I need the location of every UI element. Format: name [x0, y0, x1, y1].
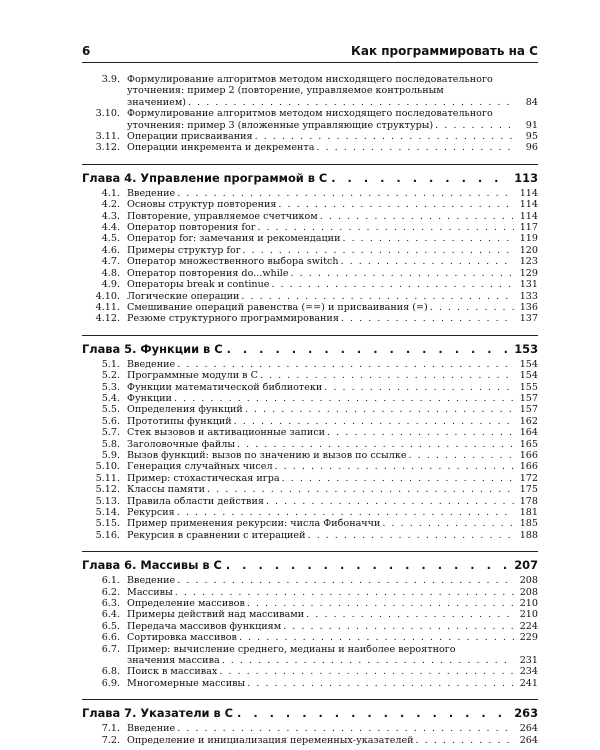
- section-title: [127, 188, 516, 199]
- section-number: 6.9.: [101, 677, 120, 689]
- section-title: [127, 245, 516, 256]
- toc-entry: [82, 484, 538, 495]
- dot-leader: [282, 473, 514, 484]
- section-title: [127, 108, 516, 131]
- section-number: 6.2.: [101, 586, 120, 598]
- section-title: [127, 632, 516, 643]
- toc-entry: [82, 256, 538, 267]
- dot-leader: [257, 222, 514, 233]
- chapter-heading: [82, 699, 538, 720]
- section-title: [127, 359, 516, 370]
- section-title: [127, 735, 516, 746]
- toc-entry: [82, 473, 538, 484]
- section-number: 5.9.: [101, 449, 120, 461]
- page-ref: 164: [519, 427, 538, 439]
- title-text: Примеры структур for: [127, 244, 241, 256]
- toc-entry: [82, 382, 538, 393]
- dot-leader: [320, 211, 514, 222]
- section-number: 5.15.: [95, 518, 120, 530]
- toc-entry: [82, 439, 538, 450]
- title-text: Программные модули в C: [127, 370, 258, 382]
- page-ref: 166: [519, 449, 538, 461]
- section-number: 4.5.: [101, 233, 120, 245]
- toc-entry: [82, 530, 538, 541]
- title-text: Операции присваивания: [127, 131, 253, 143]
- dot-leader: [247, 678, 514, 689]
- section-number: 4.12.: [95, 313, 120, 325]
- section-number: 5.13.: [95, 495, 120, 507]
- section-number: 3.11.: [95, 131, 120, 143]
- title-text: Введение: [127, 187, 176, 199]
- page-ref: 133: [519, 290, 538, 302]
- title-text: Функции математической библиотеки: [127, 381, 323, 393]
- title-text: Оператор повторения for: [127, 222, 256, 234]
- toc-entry: [82, 609, 538, 620]
- section-number: 4.1.: [101, 187, 120, 199]
- dot-leader: [255, 131, 514, 142]
- section-number: 5.1.: [101, 358, 120, 370]
- page-ref: 208: [519, 586, 538, 598]
- section-number: 5.12.: [95, 484, 120, 496]
- title-text: Прототипы функций: [127, 415, 232, 427]
- title-text: Стек вызовов и активационные записи: [127, 427, 326, 439]
- section-title: [127, 723, 516, 734]
- section-title: [127, 142, 516, 153]
- toc-entry: [82, 416, 538, 427]
- dot-leader: [177, 723, 514, 734]
- title-text: Повторение, управляемое счетчиком: [127, 210, 318, 222]
- dot-leader: [278, 199, 514, 210]
- title-text: Определение и инициализация переменных-указателей: [127, 734, 414, 746]
- section-number: 6.6.: [101, 632, 120, 644]
- section-title: [127, 518, 516, 529]
- page-ref: 131: [519, 279, 538, 291]
- title-text: Примеры действий над массивами: [127, 609, 305, 621]
- page-ref: 264: [519, 734, 538, 746]
- chapter-title: Глава 4. Управление программой в C: [82, 170, 328, 185]
- title-text: Пример применения рекурсии: числа Фибоначчи: [127, 518, 381, 530]
- section-title: [127, 644, 516, 667]
- title-text: Классы памяти: [127, 484, 206, 496]
- page-ref: 129: [519, 267, 538, 279]
- title-text: Определение массивов: [127, 598, 245, 610]
- toc-entry: [82, 723, 538, 734]
- toc-entry: [82, 450, 538, 461]
- title-text: Правила области действия: [127, 495, 264, 507]
- toc-entry: [82, 678, 538, 689]
- toc-entry: [82, 199, 538, 210]
- section-title: [127, 530, 516, 541]
- title-text: Функции: [127, 392, 172, 404]
- dot-leader: [341, 256, 515, 267]
- page-ref: 231: [519, 655, 538, 667]
- title-text: Оператор for: замечания и рекомендации: [127, 233, 341, 245]
- page-ref: 117: [519, 222, 538, 234]
- section-title: [127, 131, 516, 142]
- title-text: Массивы: [127, 586, 173, 598]
- page-ref: 119: [519, 233, 538, 245]
- dot-leader: [342, 233, 514, 244]
- toc-entry: [82, 313, 538, 324]
- section-number: 4.11.: [95, 301, 120, 313]
- page-ref: 123: [519, 256, 538, 268]
- dot-leader: [207, 484, 514, 495]
- toc-entry: [82, 108, 538, 131]
- section-number: 3.10.: [95, 108, 120, 120]
- chapter-page: 207: [514, 558, 538, 573]
- section-number: 6.3.: [101, 598, 120, 610]
- title-text: Оператор множественного выбора switch: [127, 256, 339, 268]
- toc-entry: [82, 427, 538, 438]
- section-title: [127, 279, 516, 290]
- page-ref: 91: [525, 119, 538, 131]
- chapter-title: Глава 5. Функции в C: [82, 341, 223, 356]
- dot-leader: [177, 188, 514, 199]
- title-text: Рекурсия в сравнении с итерацией: [127, 529, 306, 541]
- section-title: [127, 484, 516, 495]
- title-text: Основы структур повторения: [127, 199, 277, 211]
- section-title: [127, 473, 516, 484]
- toc-entry: [82, 245, 538, 256]
- page-ref: 210: [519, 598, 538, 610]
- page-ref: 264: [519, 723, 538, 735]
- page-ref: 166: [519, 461, 538, 473]
- section-number: 5.8.: [101, 438, 120, 450]
- section-number: 6.8.: [101, 666, 120, 678]
- dot-leader: [241, 291, 514, 302]
- chapter-heading: [82, 551, 538, 572]
- title-text: Генерация случайных чисел: [127, 461, 273, 473]
- dot-leader: [237, 706, 510, 720]
- section-number: 5.7.: [101, 427, 120, 439]
- page-ref: 114: [519, 187, 538, 199]
- section-title: [127, 211, 516, 222]
- page-ref: 120: [519, 244, 538, 256]
- section-title: [127, 382, 516, 393]
- section-title: [127, 199, 516, 210]
- dot-leader: [177, 359, 514, 370]
- toc-entry: [82, 632, 538, 643]
- section-title: [127, 393, 516, 404]
- section-title: [127, 427, 516, 438]
- section-title: [127, 233, 516, 244]
- page-ref: 178: [519, 495, 538, 507]
- title-text: Введение: [127, 723, 176, 735]
- dot-leader: [234, 416, 514, 427]
- title-text: Заголовочные файлы: [127, 438, 235, 450]
- page-ref: 157: [519, 392, 538, 404]
- section-number: 4.4.: [101, 222, 120, 234]
- page-header: [82, 40, 538, 63]
- page-ref: 234: [519, 666, 538, 678]
- page-ref: 208: [519, 575, 538, 587]
- title-text: значением): [127, 96, 187, 108]
- title-line: Формулирование алгоритмов методом нисходящего последовательного: [127, 74, 493, 85]
- toc-entry: [82, 644, 538, 667]
- dot-leader: [247, 598, 514, 609]
- dot-leader: [260, 370, 514, 381]
- dot-leader: [316, 142, 514, 153]
- title-text: Введение: [127, 575, 176, 587]
- title-line: Пример: вычисление среднего, медианы и наиболее вероятного: [127, 643, 456, 655]
- dot-leader: [239, 632, 514, 643]
- toc-entry: [82, 211, 538, 222]
- section-number: 6.4.: [101, 609, 120, 621]
- dot-leader: [222, 655, 514, 666]
- toc-entry: [82, 268, 538, 279]
- page-ref: 95: [525, 131, 538, 143]
- page-ref: 210: [519, 609, 538, 621]
- title-text: Поиск в массивах: [127, 666, 218, 678]
- dot-leader: [327, 427, 514, 438]
- title-text: Смешивание операций равенства (==) и присваивания (=): [127, 301, 428, 313]
- dot-leader: [283, 621, 514, 632]
- section-title: [127, 370, 516, 381]
- toc-entry: [82, 188, 538, 199]
- section-number: 6.1.: [101, 575, 120, 587]
- running-title: Как программировать на C: [351, 44, 538, 58]
- page-ref: 224: [519, 620, 538, 632]
- toc-entry: [82, 74, 538, 108]
- page-ref: 241: [519, 677, 538, 689]
- section-title: [127, 461, 516, 472]
- title-text: Определения функций: [127, 404, 243, 416]
- page-ref: 155: [519, 381, 538, 393]
- page-ref: 165: [519, 438, 538, 450]
- section-number: 4.7.: [101, 256, 120, 268]
- dot-leader: [177, 575, 514, 586]
- dot-leader: [307, 530, 514, 541]
- section-title: [127, 291, 516, 302]
- section-title: [127, 496, 516, 507]
- chapter-heading: [82, 335, 538, 356]
- toc-entry: [82, 575, 538, 586]
- title-text: Передача массивов функциям: [127, 620, 282, 632]
- dot-leader: [266, 496, 514, 507]
- dot-leader: [430, 302, 514, 313]
- section-title: [127, 678, 516, 689]
- chapter-title: Глава 7. Указатели в C: [82, 706, 234, 721]
- dot-leader: [227, 342, 511, 356]
- title-text: Пример: стохастическая игра: [127, 472, 280, 484]
- section-number: 4.3.: [101, 210, 120, 222]
- dot-leader: [382, 518, 514, 529]
- section-number: 5.16.: [95, 529, 120, 541]
- toc-entry: [82, 370, 538, 381]
- section-number: 5.5.: [101, 404, 120, 416]
- toc-entry: [82, 279, 538, 290]
- toc-entry: [82, 598, 538, 609]
- page-ref: 157: [519, 404, 538, 416]
- section-number: 4.9.: [101, 279, 120, 291]
- section-title: [127, 587, 516, 598]
- title-text: значения массива: [127, 655, 220, 667]
- dot-leader: [175, 587, 514, 598]
- section-number: 7.1.: [101, 723, 120, 735]
- dot-leader: [341, 313, 514, 324]
- section-number: 5.4.: [101, 392, 120, 404]
- title-line: Формулирование алгоритмов методом нисходящего последовательного: [127, 108, 493, 120]
- section-title: [127, 609, 516, 620]
- page-ref: 154: [519, 370, 538, 382]
- dot-leader: [291, 268, 514, 279]
- title-text: Сортировка массивов: [127, 632, 237, 644]
- section-number: 5.10.: [95, 461, 120, 473]
- title-last-line: [127, 120, 516, 131]
- dot-leader: [409, 450, 514, 461]
- section-title: [127, 404, 516, 415]
- section-number: 5.3.: [101, 381, 120, 393]
- dot-leader: [435, 120, 514, 131]
- dot-leader: [188, 97, 514, 108]
- section-title: [127, 507, 516, 518]
- section-title: [127, 268, 516, 279]
- toc-entry: [82, 404, 538, 415]
- page-ref: 185: [519, 518, 538, 530]
- title-text: Логические операции: [127, 290, 240, 302]
- section-number: 5.6.: [101, 415, 120, 427]
- section-title: [127, 256, 516, 267]
- dot-leader: [271, 279, 514, 290]
- chapter-page: 113: [514, 170, 538, 185]
- toc-entry: [82, 496, 538, 507]
- toc-entry: [82, 131, 538, 142]
- title-text: Операции инкремента и декремента: [127, 142, 315, 154]
- title-text: Резюме структурного программирования: [127, 313, 339, 325]
- toc-entry: [82, 393, 538, 404]
- toc-entry: [82, 233, 538, 244]
- dot-leader: [226, 558, 510, 572]
- chapter-page: 263: [514, 706, 538, 721]
- section-number: 4.8.: [101, 267, 120, 279]
- toc-entry: [82, 142, 538, 153]
- dot-leader: [177, 507, 514, 518]
- title-text: Вызов функций: вызов по значению и вызов по ссылке: [127, 449, 407, 461]
- section-title: [127, 439, 516, 450]
- chapter-page: 153: [514, 341, 538, 356]
- page-ref: 188: [519, 529, 538, 541]
- section-number: 7.2.: [101, 734, 120, 746]
- title-text: уточнения: пример 3 (вложенные управляющие структуры): [127, 119, 434, 131]
- dot-leader: [416, 735, 514, 746]
- page-ref: 181: [519, 507, 538, 518]
- chapter-heading: [82, 164, 538, 185]
- toc-entry: [82, 222, 538, 233]
- toc-entry: [82, 621, 538, 632]
- section-number: 6.7.: [101, 643, 120, 655]
- chapter-title: Глава 6. Массивы в C: [82, 558, 222, 573]
- table-of-contents: [82, 74, 538, 746]
- page-ref: 154: [519, 358, 538, 370]
- section-title: [127, 302, 516, 313]
- section-title: [127, 74, 516, 108]
- title-line: уточнения: пример 2 (повторение, управляемое контрольным: [127, 85, 444, 97]
- toc-entry: [82, 302, 538, 313]
- page-ref: 84: [525, 96, 538, 108]
- toc-entry: [82, 359, 538, 370]
- section-title: [127, 416, 516, 427]
- section-number: 3.9.: [101, 74, 120, 85]
- toc-entry: [82, 666, 538, 677]
- title-text: Введение: [127, 358, 176, 370]
- section-number: 3.12.: [95, 142, 120, 154]
- dot-leader: [306, 609, 514, 620]
- section-title: [127, 222, 516, 233]
- title-last-line: [127, 97, 516, 108]
- page-ref: 162: [519, 415, 538, 427]
- section-number: 5.14.: [95, 507, 120, 518]
- toc-entry: [82, 518, 538, 529]
- section-number: 4.6.: [101, 244, 120, 256]
- dot-leader: [219, 666, 514, 677]
- title-text: Рекурсия: [127, 507, 175, 518]
- section-title: [127, 450, 516, 461]
- page-ref: 172: [519, 472, 538, 484]
- dot-leader: [174, 393, 514, 404]
- section-number: 5.2.: [101, 370, 120, 382]
- dot-leader: [331, 171, 510, 185]
- title-last-line: [127, 655, 516, 666]
- section-number: 4.2.: [101, 199, 120, 211]
- toc-entry: [82, 461, 538, 472]
- toc-entry: [82, 587, 538, 598]
- toc-entry: [82, 291, 538, 302]
- title-text: Многомерные массивы: [127, 677, 246, 689]
- page-ref: 175: [519, 484, 538, 496]
- toc-entry: [82, 507, 538, 518]
- section-number: 5.11.: [95, 472, 120, 484]
- dot-leader: [324, 382, 514, 393]
- page-ref: 136: [519, 301, 538, 313]
- page-ref: 229: [519, 632, 538, 644]
- page-number: 6: [82, 44, 91, 58]
- page-ref: 114: [519, 199, 538, 211]
- section-title: [127, 313, 516, 324]
- toc-entry: [82, 735, 538, 746]
- dot-leader: [237, 439, 514, 450]
- title-text: Оператор повторения do...while: [127, 267, 289, 279]
- dot-leader: [245, 404, 514, 415]
- section-title: [127, 621, 516, 632]
- section-title: [127, 598, 516, 609]
- section-title: [127, 575, 516, 586]
- page-ref: 114: [519, 210, 538, 222]
- dot-leader: [275, 461, 514, 472]
- title-text: Операторы break и continue: [127, 279, 270, 291]
- page-ref: 137: [519, 313, 538, 325]
- section-number: 4.10.: [95, 290, 120, 302]
- section-number: 6.5.: [101, 620, 120, 632]
- section-title: [127, 666, 516, 677]
- page-ref: 96: [525, 142, 538, 154]
- dot-leader: [242, 245, 514, 256]
